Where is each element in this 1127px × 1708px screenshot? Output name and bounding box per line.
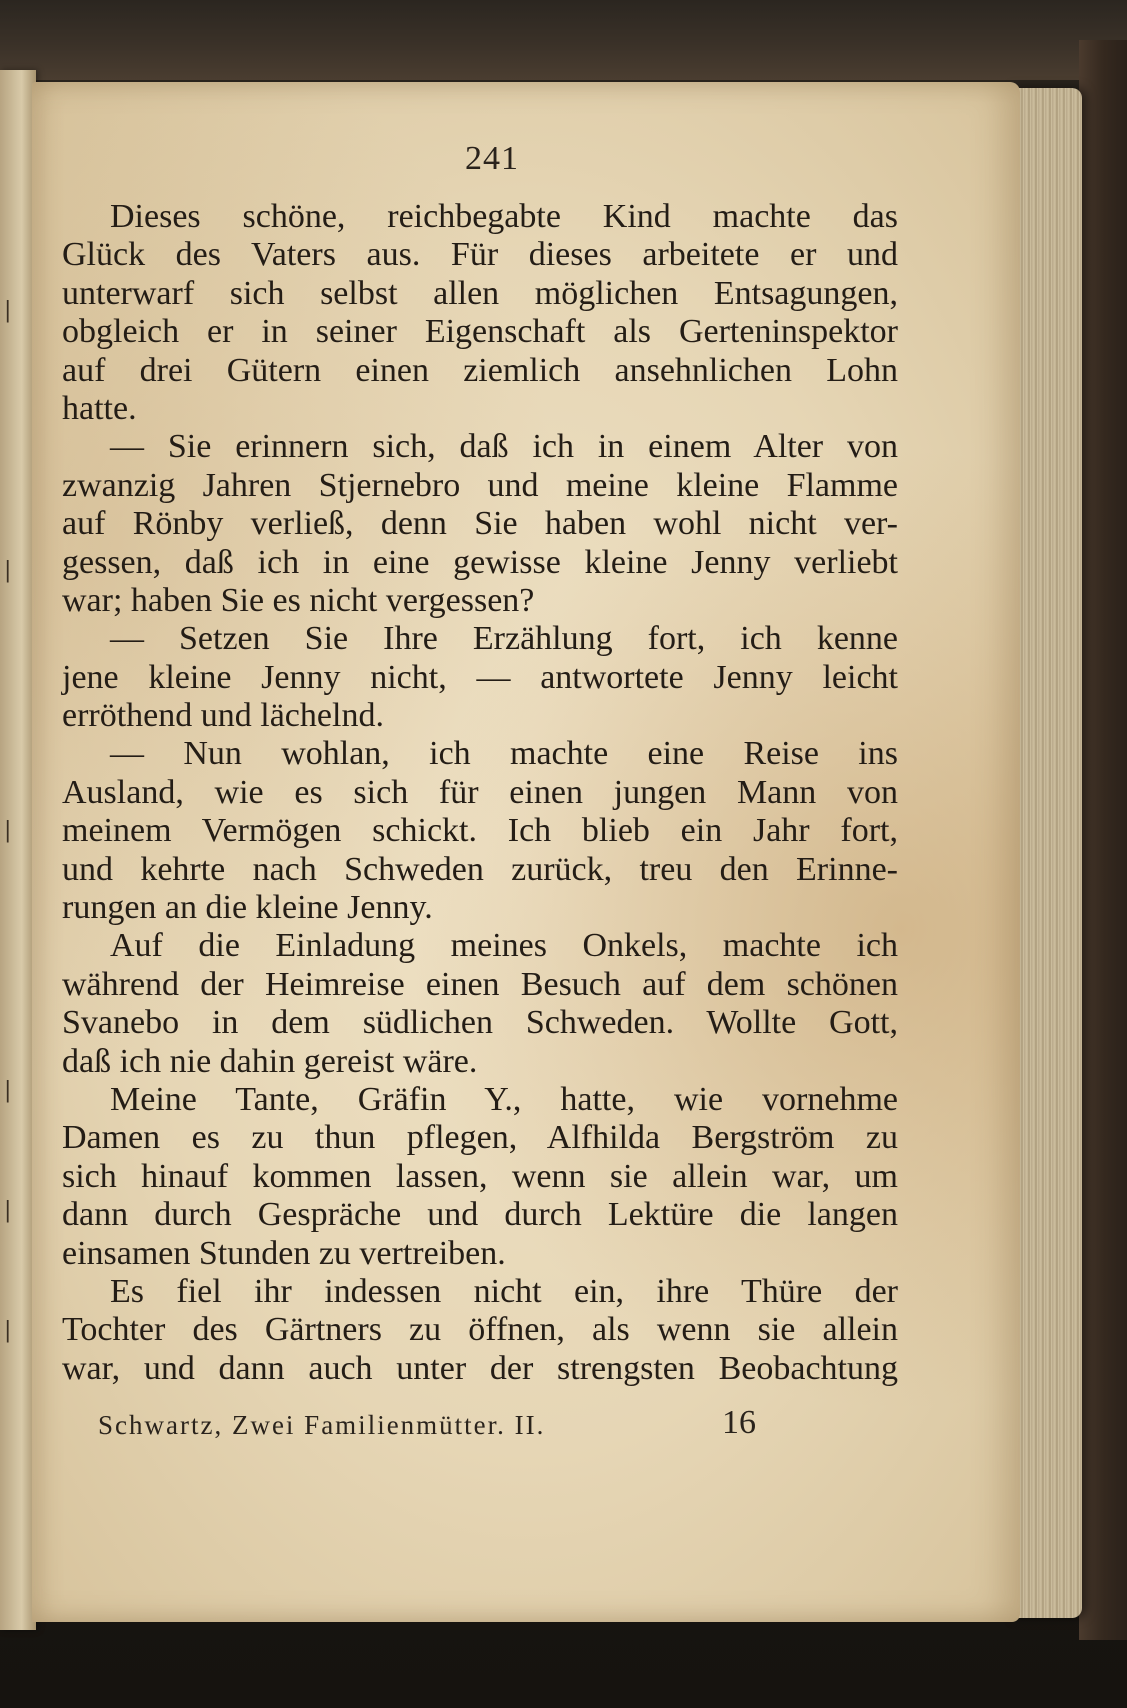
left-page-fragments: | | | | | | [4, 298, 12, 1343]
left-page-edge [0, 70, 36, 1630]
text-line: dann durch Gespräche und durch Lektüre die langen [62, 1196, 898, 1234]
text-line: hatte. [62, 389, 137, 427]
text-line: und kehrte nach Schweden zurück, treu den Erinne- [62, 850, 898, 888]
page-number: 241 [465, 140, 519, 177]
page-text [62, 198, 898, 1388]
text-line: meinem Vermögen schickt. Ich blieb ein Jahr fort, [62, 812, 898, 850]
text-line: Damen es zu thun pflegen, Alfhilda Bergström zu [62, 1119, 898, 1157]
text-line: erröthend und lächelnd. [62, 697, 384, 735]
book-cover-top [0, 0, 1127, 80]
book-page [32, 82, 1020, 1622]
text-line: gessen, daß ich in eine gewisse kleine Jenny verliebt [62, 543, 898, 581]
footer-sheet-number: 16 [722, 1404, 756, 1441]
text-line: Svanebo in dem südlichen Schweden. Wollte Gott, [62, 1004, 898, 1042]
text-line: sich hinauf kommen lassen, wenn sie allein war, um [62, 1157, 898, 1195]
text-line: — Nun wohlan, ich machte eine Reise ins [110, 735, 898, 773]
text-line: während der Heimreise einen Besuch auf dem schönen [62, 965, 898, 1003]
text-line: einsamen Stunden zu vertreiben. [62, 1234, 506, 1272]
book-cover-right [1079, 40, 1127, 1640]
text-line: war, und dann auch unter der strengsten Beobachtung [62, 1349, 898, 1387]
text-line: Glück des Vaters aus. Für dieses arbeitete er und [62, 236, 898, 274]
text-line: — Setzen Sie Ihre Erzählung fort, ich kenne [110, 620, 898, 658]
text-line: zwanzig Jahren Stjernebro und meine kleine Flamme [62, 466, 898, 504]
text-line: Auf die Einladung meines Onkels, machte ich [110, 927, 898, 965]
footer-signature: Schwartz, Zwei Familienmütter. II. [98, 1410, 546, 1440]
text-line: Tochter des Gärtners zu öffnen, als wenn sie allein [62, 1311, 898, 1349]
text-line: Ausland, wie es sich für einen jungen Mann von [62, 773, 898, 811]
text-line: war; haben Sie es nicht vergessen? [62, 581, 535, 619]
text-line: auf drei Gütern einen ziemlich ansehnlichen Lohn [62, 351, 898, 389]
page-edges [1010, 88, 1082, 1618]
text-line: Meine Tante, Gräfin Y., hatte, wie vornehme [110, 1080, 898, 1118]
text-line: unterwarf sich selbst allen möglichen Entsagungen, [62, 274, 898, 312]
text-line: rungen an die kleine Jenny. [62, 889, 433, 927]
text-line: auf Rönby verließ, denn Sie haben wohl nicht ver- [62, 505, 898, 543]
text-line: obgleich er in seiner Eigenschaft als Gerteninspektor [62, 313, 898, 351]
text-line: Es fiel ihr indessen nicht ein, ihre Thüre der [110, 1272, 898, 1310]
text-line: jene kleine Jenny nicht, — antwortete Jenny leicht [62, 658, 898, 696]
text-line: daß ich nie dahin gereist wäre. [62, 1042, 478, 1080]
text-line: Dieses schöne, reichbegabte Kind machte das [110, 198, 898, 235]
text-line: — Sie erinnern sich, daß ich in einem Alter von [110, 428, 898, 466]
